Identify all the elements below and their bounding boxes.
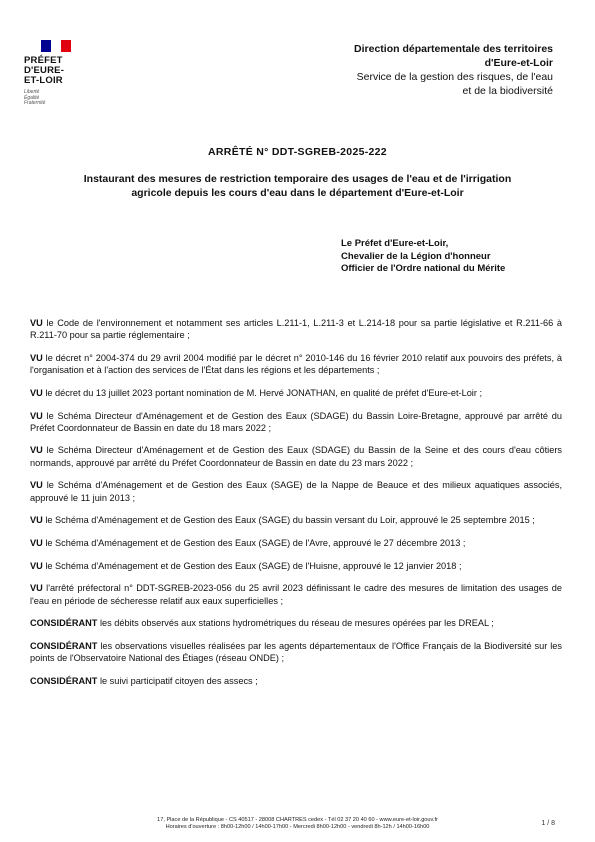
visa-paragraph: VU le Code de l'environnement et notamment ses articles L.211-1, L.211-3 et L.214-18 pour sa partie législative et R.211-66 à R.211-70 pour sa partie réglementaire ; [30, 318, 562, 341]
considerant-paragraph: CONSIDÉRANT le suivi participatif citoyen des assecs ; [30, 675, 258, 686]
considerant-paragraph: CONSIDÉRANT les débits observés aux stations hydrométriques du réseau de mesures opérées par les DREAL ; [30, 618, 494, 629]
visa-paragraph: VU le Schéma d'Aménagement et de Gestion des Eaux (SAGE) de la Nappe de Beauce et des milieux aquatiques associés, approuvé le 11 juin 2013 ; [30, 480, 562, 503]
footer-address: 17, Place de la République - CS 40517 - 28008 CHARTRES cedex - Tél 02 37 20 40 60 - www.eure-et-loir.gouv.fr [157, 817, 438, 823]
visa-paragraph: VU le Schéma d'Aménagement et de Gestion des Eaux (SAGE) du bassin versant du Loir, approuvé le 25 septembre 2015 ; [30, 515, 535, 526]
arrete-title: ARRÊTÉ N° DDT-SGREB-2025-222 [208, 146, 387, 158]
page-number: 1 / 8 [541, 820, 555, 827]
visa-paragraph: VU le décret du 13 juillet 2023 portant nomination de M. Hervé JONATHAN, en qualité de préfet d'Eure-et-Loir ; [30, 387, 483, 398]
signatory-block: Le Préfet d'Eure-et-Loir, Chevalier de la Légion d'honneur Officier de l'Ordre national du Mérite [341, 238, 506, 274]
service-line: d'Eure-et-Loir [484, 57, 553, 69]
service-line: et de la biodiversité [462, 85, 553, 97]
logo-title: PRÉFET D'EURE- ET-LOIR [24, 55, 65, 86]
issuing-service [283, 42, 553, 98]
marianne-flag-icon [41, 40, 71, 52]
visa-paragraph: VU le Schéma Directeur d'Aménagement et de Gestion des Eaux (SDAGE) du Bassin de la Seine et des cours d'eau côtiers normands, approuvé par arrêté du Préfet Coordonnateur de Bassin en date du 23 mars 2022 ; [30, 445, 562, 468]
visa-paragraph: VU le Schéma Directeur d'Aménagement et de Gestion des Eaux (SDAGE) du Bassin Loire-Bretagne, approuvé par arrêté du Préfet Coordonnateur de Bassin en date du 18 mars 2022 ; [30, 410, 562, 433]
flag-white [51, 40, 61, 52]
footer-hours: Horaires d'ouverture : 8h00-12h00 / 14h00-17h00 - Mercredi 8h00-12h00 - vendredi 8h-12h / 14h00-16h00 [165, 824, 430, 830]
service-line: Service de la gestion des risques, de l'eau [356, 71, 553, 83]
page-footer [0, 817, 595, 831]
logo-motto: Liberté Égalité Fraternité [24, 89, 46, 106]
visa-paragraph: VU le Schéma d'Aménagement et de Gestion des Eaux (SAGE) de l'Avre, approuvé le 27 décembre 2013 ; [30, 537, 466, 548]
visa-paragraph: VU le Schéma d'Aménagement et de Gestion des Eaux (SAGE) de l'Huisne, approuvé le 12 janvier 2018 ; [30, 560, 462, 571]
visas-considerants [30, 317, 562, 698]
visa-paragraph: VU l'arrêté préfectoral n° DDT-SGREB-2023-056 du 25 avril 2023 définissant le cadre des mesures de limitation des usages de l'eau en période de sécheresse relatif aux eaux superficielles ; [30, 583, 562, 606]
flag-blue [41, 40, 51, 52]
flag-red [61, 40, 71, 52]
service-line: Direction départementale des territoires [354, 43, 553, 55]
visa-paragraph: VU le décret n° 2004-374 du 29 avril 2004 modifié par le décret n° 2010-146 du 16 février 2010 relatif aux pouvoirs des préfets, à l'organisation et à l'action des services de l'État dans les régions et les départements ; [30, 352, 562, 376]
considerant-paragraph: CONSIDÉRANT les observations visuelles réalisées par les agents départementaux de l'Office Français de la Biodiversité sur les points de l'Observatoire National des Étiages (réseau ONDE) ; [30, 640, 562, 664]
prefet-logo [24, 40, 88, 107]
arrete-objet: Instaurant des mesures de restriction temporaire des usages de l'eau et de l'irrigation agricole depuis les cours d'eau dans le département d'Eure-et-Loir [83, 173, 512, 199]
